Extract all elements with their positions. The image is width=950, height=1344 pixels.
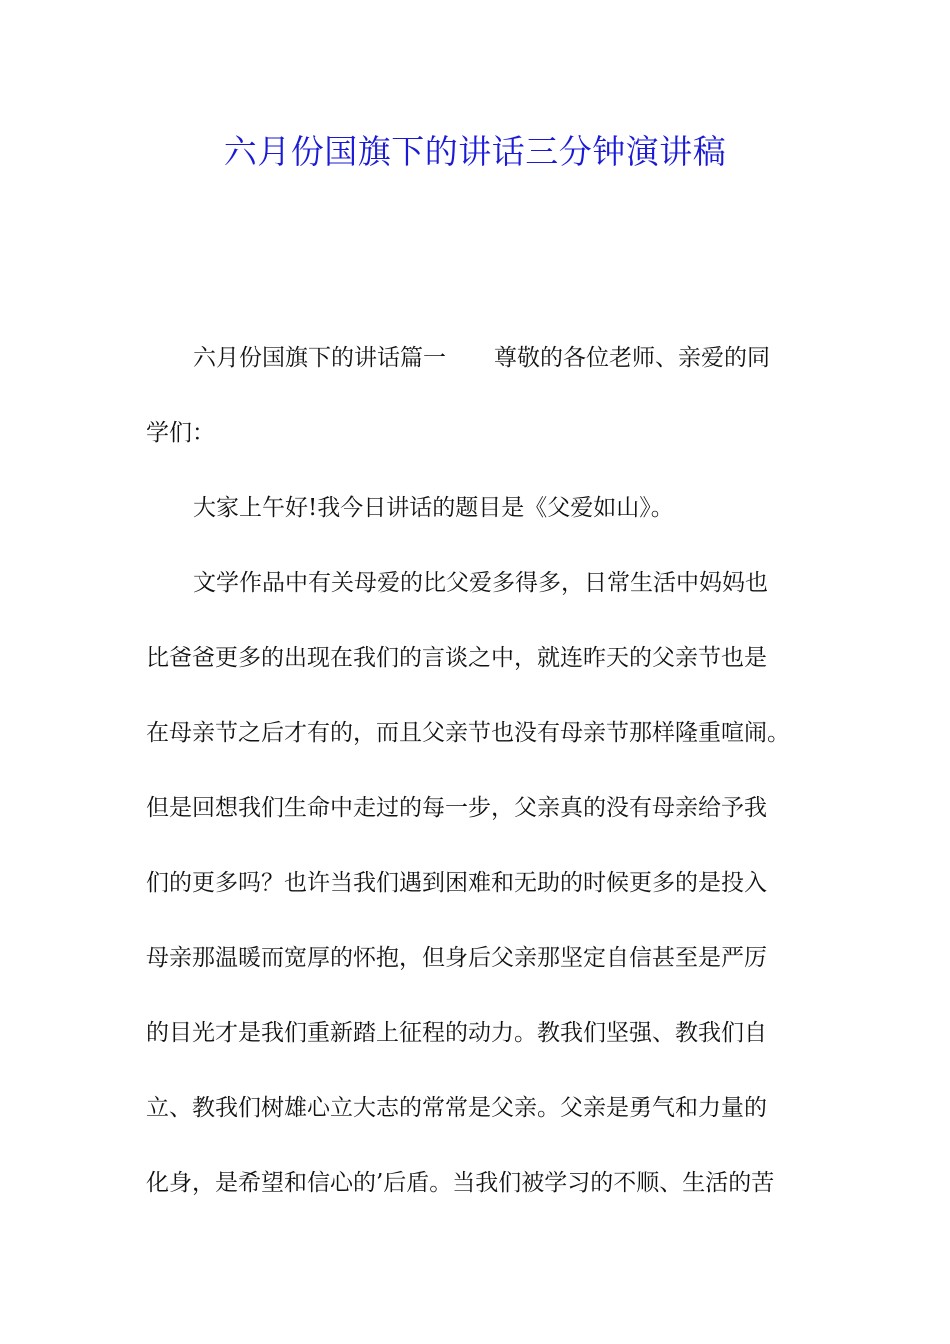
text-line: 但是回想我们生命中走过的每一步，父亲真的没有母亲给予我 bbox=[146, 795, 767, 821]
text-line: 大家上午好!我今日讲话的题目是《父爱如山》。 bbox=[193, 495, 674, 521]
paragraph-heading-line bbox=[146, 338, 806, 413]
text-line: 们的更多吗？也许当我们遇到困难和无助的时候更多的是投入 bbox=[146, 870, 767, 896]
section-heading: 六月份国旗下的讲话篇一 bbox=[193, 345, 446, 371]
document-body bbox=[146, 338, 806, 1238]
text-line: 学们： bbox=[146, 420, 215, 446]
salutation-start: 尊敬的各位老师、亲爱的同 bbox=[494, 345, 770, 371]
text-line: 在母亲节之后才有的，而且父亲节也没有母亲节那样隆重喧闹。 bbox=[146, 720, 790, 746]
text-line: 立、教我们树雄心立大志的常常是父亲。父亲是勇气和力量的 bbox=[146, 1095, 767, 1121]
text-line: 的目光才是我们重新踏上征程的动力。教我们坚强、教我们自 bbox=[146, 1020, 767, 1046]
text-line: 母亲那温暖而宽厚的怀抱，但身后父亲那坚定自信甚至是严厉 bbox=[146, 945, 767, 971]
document-title: 六月份国旗下的讲话三分钟演讲稿 bbox=[223, 132, 727, 171]
text-line: 比爸爸更多的出现在我们的言谈之中，就连昨天的父亲节也是 bbox=[146, 645, 767, 671]
text-line: 文学作品中有关母爱的比父爱多得多，日常生活中妈妈也 bbox=[193, 570, 768, 596]
text-line: 化身，是希望和信心的’后盾。当我们被学习的不顺、生活的苦 bbox=[146, 1170, 775, 1196]
